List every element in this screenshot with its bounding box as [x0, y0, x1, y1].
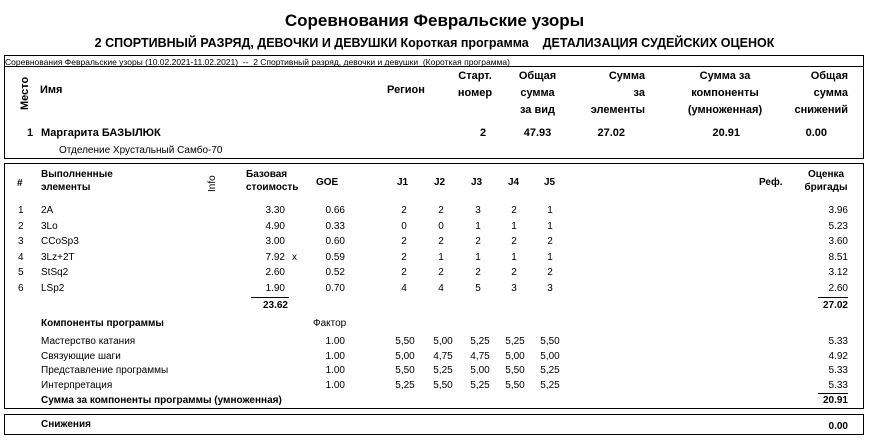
element-name: 2A [41, 205, 54, 216]
el-ref-header: Реф. [759, 177, 783, 188]
el-base-header [246, 168, 298, 194]
element-x-mark: x [292, 251, 297, 263]
elements-total-score: 27.02 [822, 300, 848, 311]
element-goe: 0.59 [325, 251, 345, 263]
element-goe: 0.66 [325, 205, 345, 216]
deductions-box [4, 414, 864, 435]
element-j5: 1 [547, 220, 553, 232]
element-score: 3.96 [828, 205, 848, 216]
col-components-header [670, 68, 780, 119]
element-j3: 1 [475, 251, 481, 263]
element-j1: 2 [401, 251, 407, 263]
element-j1: 2 [401, 267, 407, 278]
element-base: 1.90 [265, 282, 285, 294]
skater-start: 2 [479, 127, 487, 139]
components-header: Компоненты программы [41, 318, 164, 329]
component-j1: 5,50 [395, 365, 415, 377]
element-num: 2 [18, 220, 24, 232]
component-j1: 5,00 [395, 350, 415, 362]
component-score: 5.33 [828, 365, 848, 377]
col-elements-header-l1: Сумма [608, 70, 645, 82]
component-name: Представление программы [41, 365, 169, 377]
element-score: 8.51 [828, 251, 848, 263]
component-j5: 5,00 [540, 350, 560, 362]
element-name: 3Lo [41, 220, 58, 232]
col-total-header-l3: за вид [519, 104, 555, 116]
element-score: 3.60 [828, 236, 848, 247]
element-j3: 2 [475, 236, 481, 247]
element-j2: 2 [438, 236, 444, 247]
element-j4: 1 [511, 251, 517, 263]
element-name: StSq2 [41, 267, 69, 278]
el-j1-header: J1 [397, 177, 409, 188]
element-j1: 4 [401, 282, 407, 294]
element-j3: 2 [475, 267, 481, 278]
el-j5-header: J5 [544, 177, 556, 188]
col-deductions-header-l2: сумма [813, 87, 848, 99]
el-j2-header: J2 [434, 177, 446, 188]
components-total-label: Сумма за компоненты программы (умноженная) [41, 395, 282, 406]
col-deductions-header [780, 68, 848, 119]
element-num: 5 [18, 267, 24, 278]
element-j4: 1 [511, 220, 517, 232]
element-j4: 2 [511, 236, 517, 247]
el-info-header: Info [207, 175, 218, 192]
element-base: 3.30 [265, 205, 285, 216]
event-caption: Соревнования Февральские узоры (10.02.2021-11.02.2021) -- 2 Спортивный разряд, девочки и девушки (Короткая программа) [5, 57, 510, 67]
element-name: CCoSp3 [41, 236, 79, 247]
col-components-header-l3: (умноженная) [687, 104, 763, 116]
component-j5: 5,50 [540, 336, 560, 347]
element-j3: 5 [475, 282, 481, 294]
element-base: 2.60 [265, 267, 285, 278]
component-name: Мастерство катания [41, 336, 136, 347]
el-j3-header: J3 [471, 177, 483, 188]
element-j1: 0 [401, 220, 407, 232]
element-j2: 1 [438, 251, 444, 263]
element-j3: 1 [475, 220, 481, 232]
skater-elements: 27.02 [597, 127, 625, 139]
el-score-header-l1: Оценка [807, 169, 845, 180]
skater-name: Маргарита БАЗЫЛЮК [41, 127, 161, 139]
col-elements-header [575, 68, 645, 119]
component-factor: 1.00 [325, 336, 345, 347]
element-j1: 2 [401, 236, 407, 247]
el-j4-header: J4 [508, 177, 520, 188]
component-j4: 5,50 [505, 365, 525, 377]
el-goe-header: GOE [316, 177, 339, 188]
element-base: 7.92 [265, 251, 285, 263]
element-j5: 1 [547, 251, 553, 263]
component-score: 4.92 [828, 350, 848, 362]
element-j5: 2 [547, 236, 553, 247]
component-name: Интерпретация [41, 380, 113, 392]
el-score-header-l2: бригады [804, 182, 848, 193]
components-factor-header: Фактор [313, 318, 347, 329]
col-total-header-l1: Общая [518, 70, 557, 82]
col-elements-header-l2: за [633, 87, 645, 99]
el-name-header-l2: элементы [41, 182, 91, 193]
component-factor: 1.00 [325, 380, 345, 392]
component-j3: 4,75 [470, 350, 490, 362]
el-name-header-l1: Выполненные [41, 169, 113, 180]
col-total-header-l2: сумма [520, 87, 555, 99]
col-deductions-header-l1: Общая [810, 70, 848, 82]
elements-total-rule-base [251, 297, 289, 298]
element-goe: 0.52 [325, 267, 345, 278]
components-total: 20.91 [822, 395, 848, 406]
component-j1: 5,50 [395, 336, 415, 347]
element-j4: 3 [511, 282, 517, 294]
deductions-label: Снижения [41, 419, 91, 430]
element-j5: 1 [547, 205, 553, 216]
element-num: 3 [18, 236, 24, 247]
element-j4: 2 [511, 205, 517, 216]
element-score: 3.12 [828, 267, 848, 278]
page-title: Соревнования Февральские узоры [284, 11, 585, 30]
element-num: 4 [18, 251, 24, 263]
skater-club: Отделение Хрустальный Самбо-70 [59, 145, 223, 156]
element-score: 5.23 [828, 220, 848, 232]
col-components-header-l1: Сумма за [699, 70, 751, 82]
element-j1: 2 [401, 205, 407, 216]
component-j3: 5,25 [470, 380, 490, 392]
element-num: 6 [18, 282, 24, 294]
component-j2: 5,25 [433, 365, 453, 377]
skater-deductions: 0.00 [805, 127, 827, 139]
col-components-header-l2: компоненты [691, 87, 759, 99]
element-base: 4.90 [265, 220, 285, 232]
element-base: 3.00 [265, 236, 285, 247]
component-factor: 1.00 [325, 365, 345, 377]
component-j4: 5,00 [505, 350, 525, 362]
el-base-header-l2: стоимость [246, 182, 299, 193]
element-goe: 0.60 [325, 236, 345, 247]
el-base-header-l1: Базовая [246, 169, 288, 180]
component-j2: 5,50 [433, 380, 453, 392]
col-total-header [505, 68, 570, 119]
element-goe: 0.33 [325, 220, 345, 232]
element-score: 2.60 [828, 282, 848, 294]
component-factor: 1.00 [325, 350, 345, 362]
element-j5: 3 [547, 282, 553, 294]
el-name-header [41, 168, 113, 194]
col-region-header: Регион [387, 84, 425, 96]
component-j3: 5,25 [470, 336, 490, 347]
component-j3: 5,00 [470, 365, 490, 377]
el-num-header: # [17, 178, 23, 189]
page-subtitle: 2 СПОРТИВНЫЙ РАЗРЯД, ДЕВОЧКИ И ДЕВУШКИ Короткая программа ДЕТАЛИЗАЦИЯ СУДЕЙСКИХ ОЦЕНОК [94, 36, 775, 50]
element-j5: 2 [547, 267, 553, 278]
element-j3: 3 [475, 205, 481, 216]
component-j5: 5,25 [540, 365, 560, 377]
col-start-header-l2: номер [457, 87, 493, 99]
element-num: 1 [18, 205, 24, 216]
component-score: 5.33 [828, 336, 848, 347]
component-j2: 5,00 [433, 336, 453, 347]
element-j2: 2 [438, 205, 444, 216]
component-j4: 5,25 [505, 336, 525, 347]
element-name: LSp2 [41, 282, 65, 294]
elements-total-base: 23.62 [262, 300, 288, 311]
skater-total: 47.93 [523, 127, 552, 139]
col-name-header: Имя [40, 84, 63, 96]
col-deductions-header-l3: снижений [794, 104, 848, 116]
component-j4: 5,50 [505, 380, 525, 392]
col-start-header-l1: Старт. [458, 70, 492, 82]
element-j2: 2 [438, 267, 444, 278]
el-score-header [796, 168, 856, 194]
component-name: Связующие шаги [41, 350, 121, 362]
skater-components: 20.91 [712, 127, 740, 139]
elements-total-rule-score [818, 297, 848, 298]
summary-box-rule [4, 66, 864, 67]
component-j1: 5,25 [395, 380, 415, 392]
skater-place: 1 [27, 127, 34, 139]
component-j5: 5,25 [540, 380, 560, 392]
col-start-header [445, 68, 505, 102]
element-name: 3Lz+2T [41, 251, 75, 263]
element-j2: 0 [438, 220, 444, 232]
element-goe: 0.70 [325, 282, 345, 294]
component-j2: 4,75 [433, 350, 453, 362]
col-place-header: Место [19, 76, 31, 110]
element-j2: 4 [438, 282, 444, 294]
component-score: 5.33 [828, 380, 848, 392]
element-j4: 2 [511, 267, 517, 278]
deductions-value: 0.00 [828, 421, 848, 432]
col-elements-header-l3: элементы [590, 104, 645, 116]
components-total-rule [818, 393, 848, 394]
